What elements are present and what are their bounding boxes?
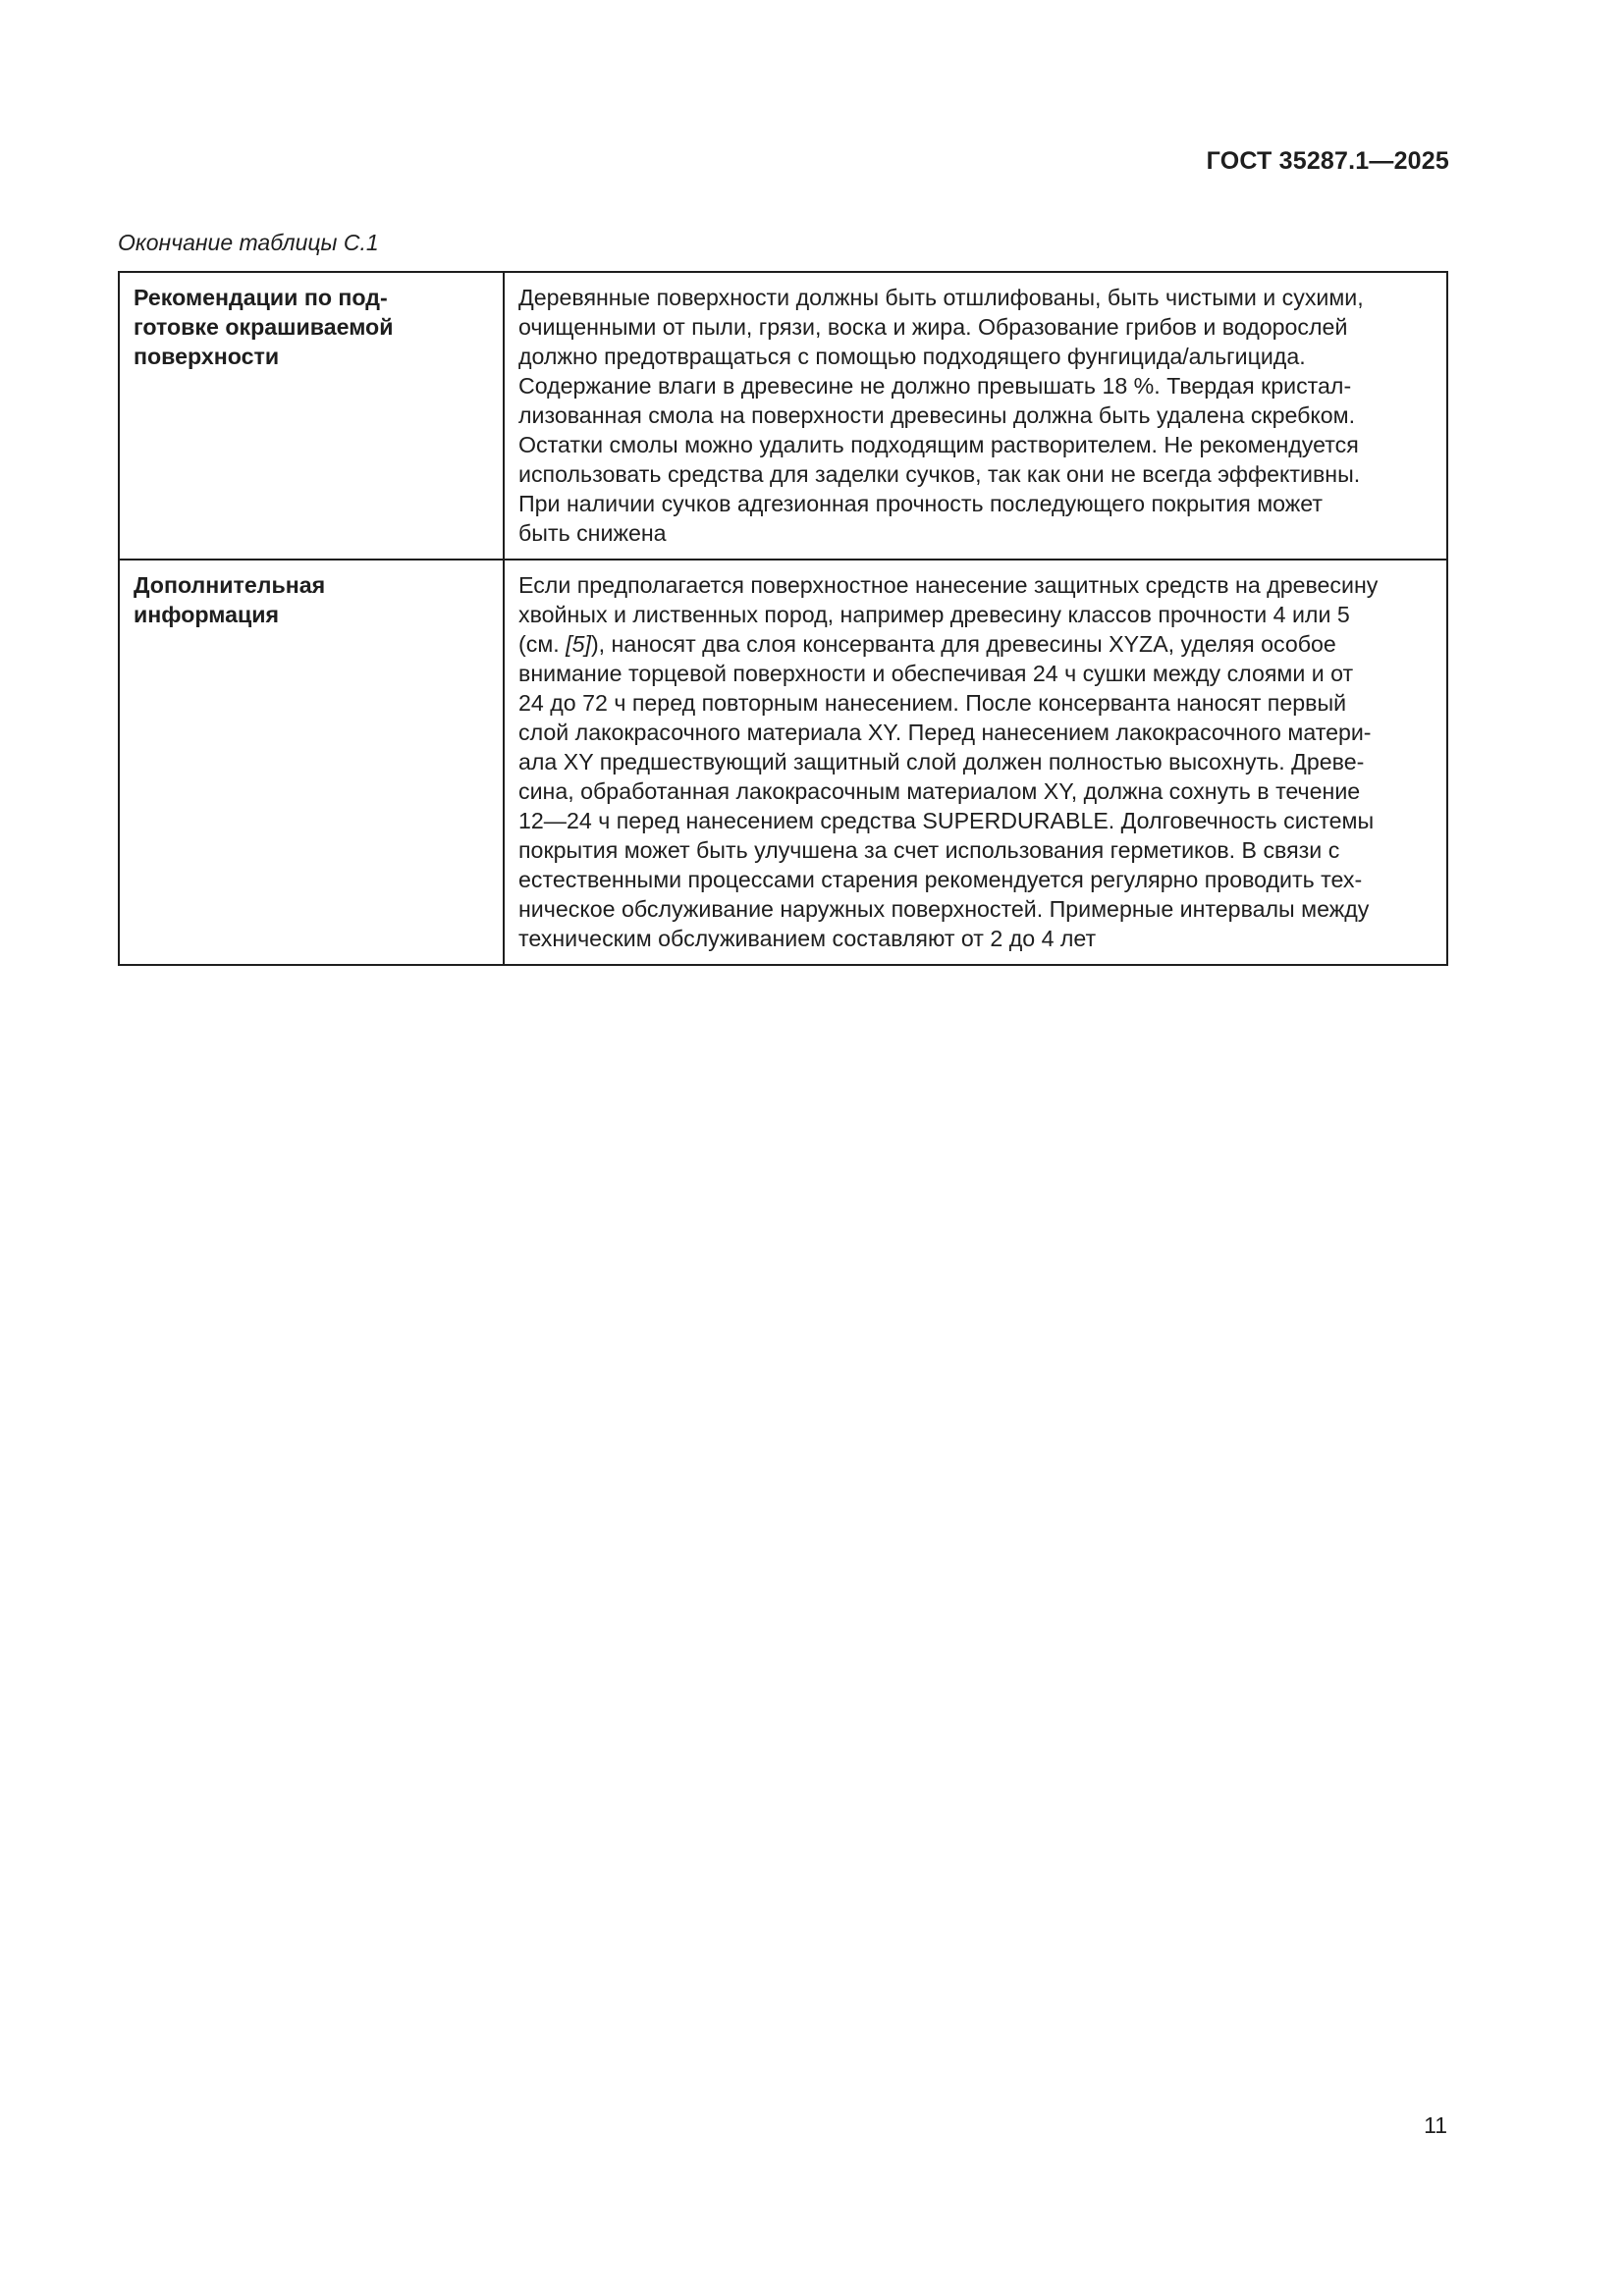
row-content-line: техническим обслуживанием составляют от 2 до 4 лет [518,926,1097,951]
row-content-line: очищенными от пыли, грязи, воска и жира. Образование грибов и водорослей [518,314,1348,340]
row-label-line: Рекомендации по под- [134,285,388,310]
table-row [119,560,1447,965]
row-content-line: лизованная смола на поверхности древесины должна быть удалена скребком. [518,402,1356,428]
bibliography-reference: [5] [566,631,591,657]
row-content-line: 12—24 ч перед нанесением средства SUPERDURABLE. Долговечность системы [518,808,1375,833]
row-content-line: (см. [5]), наносят два слоя консерванта для древесины XYZA, уделяя особое [518,631,1336,657]
standard-code: ГОСТ 35287.1—2025 [1206,147,1449,175]
row-label-cell [119,560,504,965]
page-number: 11 [1424,2112,1447,2138]
row-content-line: должно предотвращаться с помощью подходящего фунгицида/альгицида. [518,344,1306,369]
row-label-line: информация [134,602,280,627]
row-content-line: Деревянные поверхности должны быть отшлифованы, быть чистыми и сухими, [518,285,1364,310]
recommendations-table [118,271,1448,966]
row-content-line: Остатки смолы можно удалить подходящим растворителем. Не рекомендуется [518,432,1359,457]
row-content-line: слой лакокрасочного материала XY. Перед нанесением лакокрасочного матери- [518,720,1372,745]
row-content-line: ническое обслуживание наружных поверхностей. Примерные интервалы между [518,896,1370,922]
row-content-line: Содержание влаги в древесине не должно превышать 18 %. Твердая кристал- [518,373,1352,399]
row-content-line: естественными процессами старения рекомендуется регулярно проводить тех- [518,867,1363,892]
row-label-line: готовке окрашиваемой [134,314,394,340]
row-content-line: 24 до 72 ч перед повторным нанесением. После консерванта наносят первый [518,690,1347,716]
row-content-line: внимание торцевой поверхности и обеспечивая 24 ч сушки между слоями и от [518,661,1354,686]
row-content-line: покрытия может быть улучшена за счет использования герметиков. В связи с [518,837,1340,863]
row-content-line: Если предполагается поверхностное нанесение защитных средств на древесину [518,572,1379,598]
table-body [119,272,1447,965]
row-content-line: сина, обработанная лакокрасочным материалом XY, должна сохнуть в течение [518,778,1361,804]
row-content-line: использовать средства для заделки сучков, так как они не всегда эффективны. [518,461,1361,487]
row-content-line: хвойных и лиственных пород, например древесину классов прочности 4 или 5 [518,602,1350,627]
row-content-line: ала XY предшествующий защитный слой должен полностью высохнуть. Древе- [518,749,1365,774]
row-content-line: быть снижена [518,520,667,546]
row-label-line: Дополнительная [134,572,326,598]
row-content-cell [504,272,1447,560]
row-content-cell [504,560,1447,965]
row-content-line: При наличии сучков адгезионная прочность последующего покрытия может [518,491,1324,516]
row-label-cell [119,272,504,560]
table-row [119,272,1447,560]
table-caption: Окончание таблицы С.1 [118,230,379,255]
row-label-line: поверхности [134,344,280,369]
